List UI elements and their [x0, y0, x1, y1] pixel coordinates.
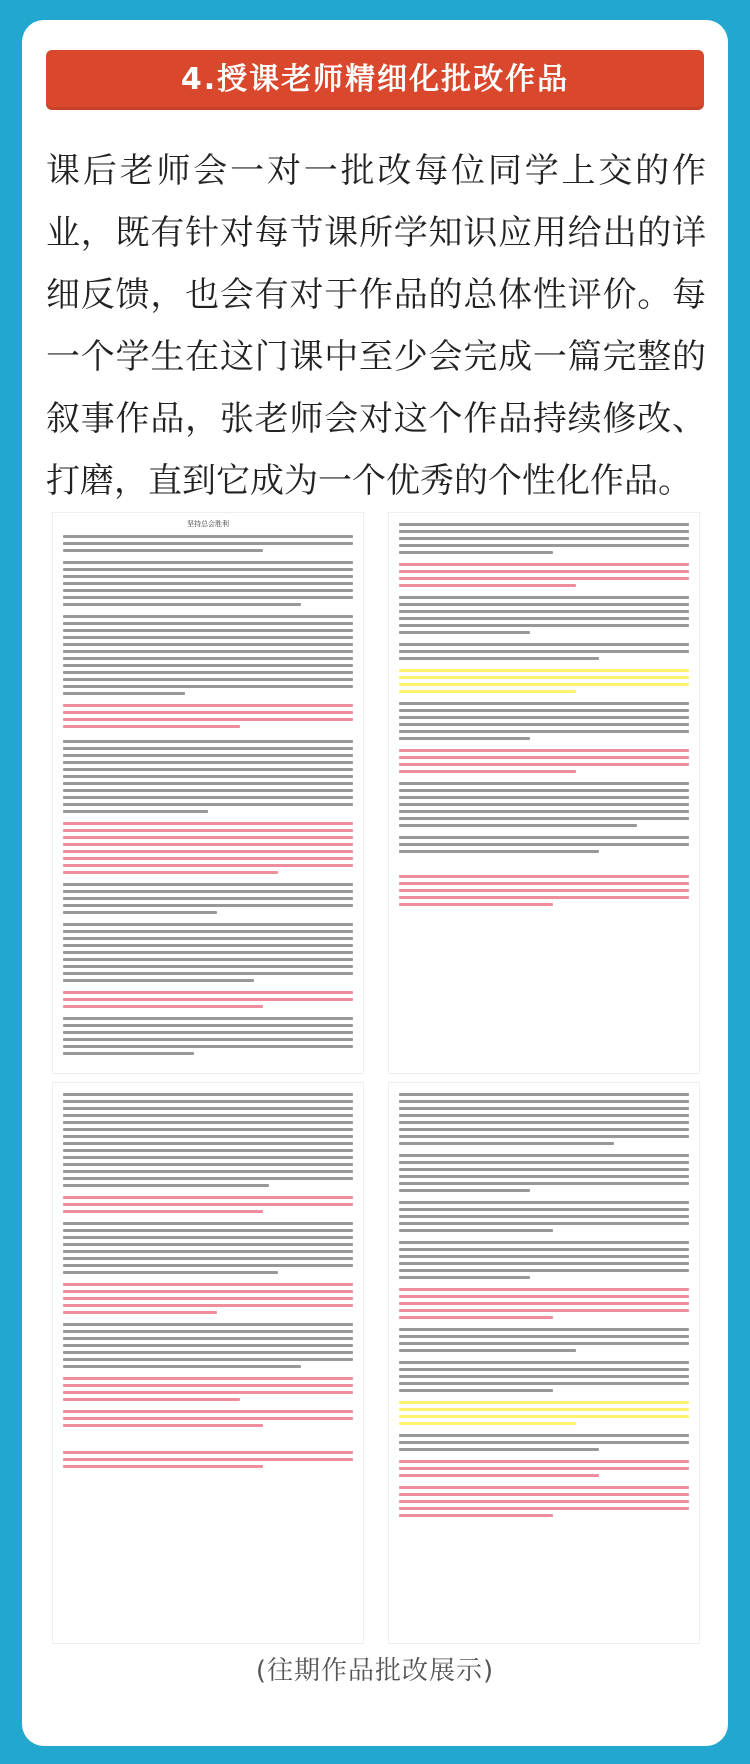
text-line [63, 1323, 353, 1326]
text-line [399, 1375, 689, 1378]
text-line [399, 650, 689, 653]
text-line [399, 850, 599, 853]
text-line [63, 657, 353, 660]
text-line [63, 1024, 353, 1027]
text-line [399, 1389, 553, 1392]
text-line [63, 810, 208, 813]
text-line [63, 1045, 353, 1048]
text-line [399, 1460, 689, 1463]
text-line [399, 617, 689, 620]
text-line [63, 622, 353, 625]
text-line [399, 1507, 689, 1510]
text-line [63, 768, 353, 771]
text-line [399, 1262, 689, 1265]
text-line [399, 577, 689, 580]
text-line [399, 1288, 689, 1291]
text-line [399, 1208, 689, 1211]
text-line [63, 1398, 240, 1401]
text-line [63, 1458, 353, 1461]
text-line [399, 1175, 689, 1178]
text-line [63, 1424, 263, 1427]
text-line [399, 1135, 689, 1138]
text-line [399, 1154, 689, 1157]
text-line [63, 930, 353, 933]
text-line [63, 843, 353, 846]
sample-page-3 [52, 1082, 364, 1644]
sample-pages [52, 512, 698, 1642]
text-line [63, 1311, 217, 1314]
text-line [399, 523, 689, 526]
text-line [399, 1114, 689, 1117]
text-line [63, 754, 353, 757]
content-card [22, 20, 728, 1746]
text-line [63, 636, 353, 639]
text-line [63, 1297, 353, 1300]
text-line [63, 796, 353, 799]
text-line [63, 704, 353, 707]
text-line [399, 1309, 689, 1312]
text-line [63, 1391, 353, 1394]
text-line [399, 1382, 689, 1385]
text-line [399, 1368, 689, 1371]
text-line [63, 692, 185, 695]
sample-page-title: 坚持总会胜利 [187, 520, 229, 528]
text-line [63, 747, 353, 750]
text-line [63, 1250, 353, 1253]
text-line [63, 822, 353, 825]
text-line [63, 883, 353, 886]
text-line [399, 810, 689, 813]
text-line [63, 803, 353, 806]
text-line [63, 1351, 353, 1354]
text-line [399, 1093, 689, 1096]
text-line [63, 761, 353, 764]
text-line [63, 678, 353, 681]
text-line [63, 615, 353, 618]
text-line [399, 1467, 689, 1470]
text-line [63, 850, 353, 853]
text-line [63, 958, 353, 961]
text-line [399, 1121, 689, 1124]
text-line [63, 789, 353, 792]
text-line [63, 944, 353, 947]
text-line [399, 570, 689, 573]
text-line [63, 951, 353, 954]
text-line [63, 1337, 353, 1340]
text-line [399, 1100, 689, 1103]
text-line [399, 1229, 553, 1232]
text-line [399, 1361, 689, 1364]
text-line [399, 896, 689, 899]
text-line [399, 1474, 599, 1477]
text-line [63, 725, 240, 728]
text-line [63, 1121, 353, 1124]
text-line [63, 864, 353, 867]
text-line [63, 643, 353, 646]
section-title: 4.授课老师精细化批改作品 [180, 62, 570, 97]
text-line [399, 1302, 689, 1305]
text-line [399, 709, 689, 712]
text-line [399, 1128, 689, 1131]
text-line [63, 1170, 353, 1173]
text-line [399, 1500, 689, 1503]
text-line [399, 803, 689, 806]
text-line [63, 1107, 353, 1110]
text-line [399, 603, 689, 606]
text-line [63, 1377, 353, 1380]
text-line [63, 1451, 353, 1454]
text-line [399, 624, 689, 627]
text-line [399, 716, 689, 719]
text-line [63, 897, 353, 900]
text-line [399, 1349, 576, 1352]
text-line [399, 1342, 689, 1345]
text-line [399, 1215, 689, 1218]
text-line [63, 589, 353, 592]
text-line [63, 1410, 353, 1413]
text-line [63, 998, 353, 1001]
text-line [63, 775, 353, 778]
text-line [63, 1210, 263, 1213]
text-line [63, 836, 353, 839]
text-line [63, 1100, 353, 1103]
text-line [63, 1465, 263, 1468]
text-line [399, 1401, 689, 1404]
text-line [399, 1107, 689, 1110]
text-line [63, 1264, 353, 1267]
text-line [63, 1384, 353, 1387]
text-line [63, 1163, 353, 1166]
text-line [63, 549, 263, 552]
text-line [63, 535, 353, 538]
text-line [399, 836, 689, 839]
text-line [63, 890, 353, 893]
caption: (往期作品批改展示) [255, 1656, 495, 1686]
text-line [399, 1168, 689, 1171]
text-line [399, 1415, 689, 1418]
text-line [63, 937, 353, 940]
text-line [399, 817, 689, 820]
text-line [399, 1255, 689, 1258]
text-line [399, 875, 689, 878]
text-line [63, 711, 353, 714]
text-line [63, 542, 353, 545]
text-line [399, 530, 689, 533]
text-line [399, 749, 689, 752]
text-line [399, 889, 689, 892]
text-line [63, 718, 353, 721]
text-line [63, 1052, 194, 1055]
text-line [63, 596, 353, 599]
text-line [63, 1222, 353, 1225]
text-line [63, 1038, 353, 1041]
text-line [399, 1248, 689, 1251]
sample-page-4 [388, 1082, 700, 1644]
text-line [63, 1358, 353, 1361]
text-line [399, 1486, 689, 1489]
text-line [399, 763, 689, 766]
text-line [399, 824, 637, 827]
text-line [63, 561, 353, 564]
text-line [63, 575, 353, 578]
text-line [63, 1283, 353, 1286]
text-line [399, 843, 689, 846]
text-line [63, 1365, 301, 1368]
sample-page-2 [388, 512, 700, 1074]
text-line [63, 1093, 353, 1096]
text-line [63, 1177, 353, 1180]
text-line [399, 789, 689, 792]
text-line [63, 1417, 353, 1420]
text-line [63, 582, 353, 585]
text-line [399, 690, 576, 693]
text-line [63, 1257, 353, 1260]
text-line [399, 683, 689, 686]
text-line [63, 782, 353, 785]
text-line [63, 1142, 353, 1145]
sample-page-1 [52, 512, 364, 1074]
text-line [63, 1149, 353, 1152]
text-line [63, 1271, 278, 1274]
intro-paragraph: 课后老师会一对一批改每位同学上交的作业，既有针对每节课所学知识应用给出的详细反馈，也会有对于作品的总体性评价。每一个学生在这门课中至少会完成一篇完整的叙事作品，张老师会对这个作品持续修改、打磨，直到它成为一个优秀的个性化作品。 [46, 151, 706, 501]
text-line [63, 871, 278, 874]
text-line [399, 610, 689, 613]
text-line [63, 1290, 353, 1293]
text-line [63, 568, 353, 571]
text-line [399, 676, 689, 679]
text-line [399, 1335, 689, 1338]
text-line [63, 1203, 353, 1206]
text-line [399, 1241, 689, 1244]
text-line [399, 756, 689, 759]
text-line [63, 603, 301, 606]
text-line [399, 669, 689, 672]
text-line [63, 1114, 353, 1117]
text-line [399, 1408, 689, 1411]
text-line [63, 685, 353, 688]
text-line [63, 1128, 353, 1131]
text-line [399, 1142, 614, 1145]
text-line [63, 664, 353, 667]
text-line [399, 1448, 599, 1451]
text-line [63, 972, 353, 975]
text-line [399, 770, 576, 773]
text-line [63, 1330, 353, 1333]
text-line [399, 643, 689, 646]
text-line [399, 631, 530, 634]
text-line [399, 584, 576, 587]
text-line [399, 796, 689, 799]
text-line [63, 1344, 353, 1347]
text-line [63, 965, 353, 968]
text-line [399, 1493, 689, 1496]
text-line [63, 1135, 353, 1138]
text-line [399, 1161, 689, 1164]
text-line [63, 857, 353, 860]
text-line [399, 1182, 689, 1185]
text-line [63, 904, 353, 907]
text-line [399, 1316, 553, 1319]
text-line [399, 903, 553, 906]
text-line [63, 1196, 353, 1199]
text-line [399, 1441, 689, 1444]
text-line [63, 923, 353, 926]
text-line [399, 544, 689, 547]
text-line [399, 1295, 689, 1298]
text-line [63, 629, 353, 632]
text-line [63, 829, 353, 832]
text-line [63, 1031, 353, 1034]
text-line [399, 1189, 530, 1192]
text-line [399, 782, 689, 785]
text-line [63, 650, 353, 653]
text-line [63, 1229, 353, 1232]
text-line [63, 979, 254, 982]
text-line [399, 723, 689, 726]
text-line [399, 1422, 576, 1425]
text-line [63, 1236, 353, 1239]
section-banner [46, 50, 704, 110]
text-line [399, 1514, 553, 1517]
text-line [399, 1434, 689, 1437]
text-line [63, 671, 353, 674]
text-line [399, 1328, 689, 1331]
text-line [399, 1201, 689, 1204]
text-line [63, 1243, 353, 1246]
text-line [399, 551, 553, 554]
text-line [63, 1304, 353, 1307]
text-line [399, 882, 689, 885]
text-line [63, 740, 353, 743]
text-line [63, 991, 353, 994]
text-line [399, 702, 689, 705]
text-line [399, 730, 689, 733]
text-line [399, 1222, 689, 1225]
text-line [399, 1276, 530, 1279]
text-line [399, 537, 689, 540]
text-line [63, 1184, 269, 1187]
text-line [63, 911, 217, 914]
text-line [63, 1156, 353, 1159]
text-line [63, 1005, 263, 1008]
text-line [63, 1017, 353, 1020]
text-line [399, 1269, 689, 1272]
text-line [399, 737, 530, 740]
text-line [399, 596, 689, 599]
text-line [399, 563, 689, 566]
text-line [399, 657, 599, 660]
